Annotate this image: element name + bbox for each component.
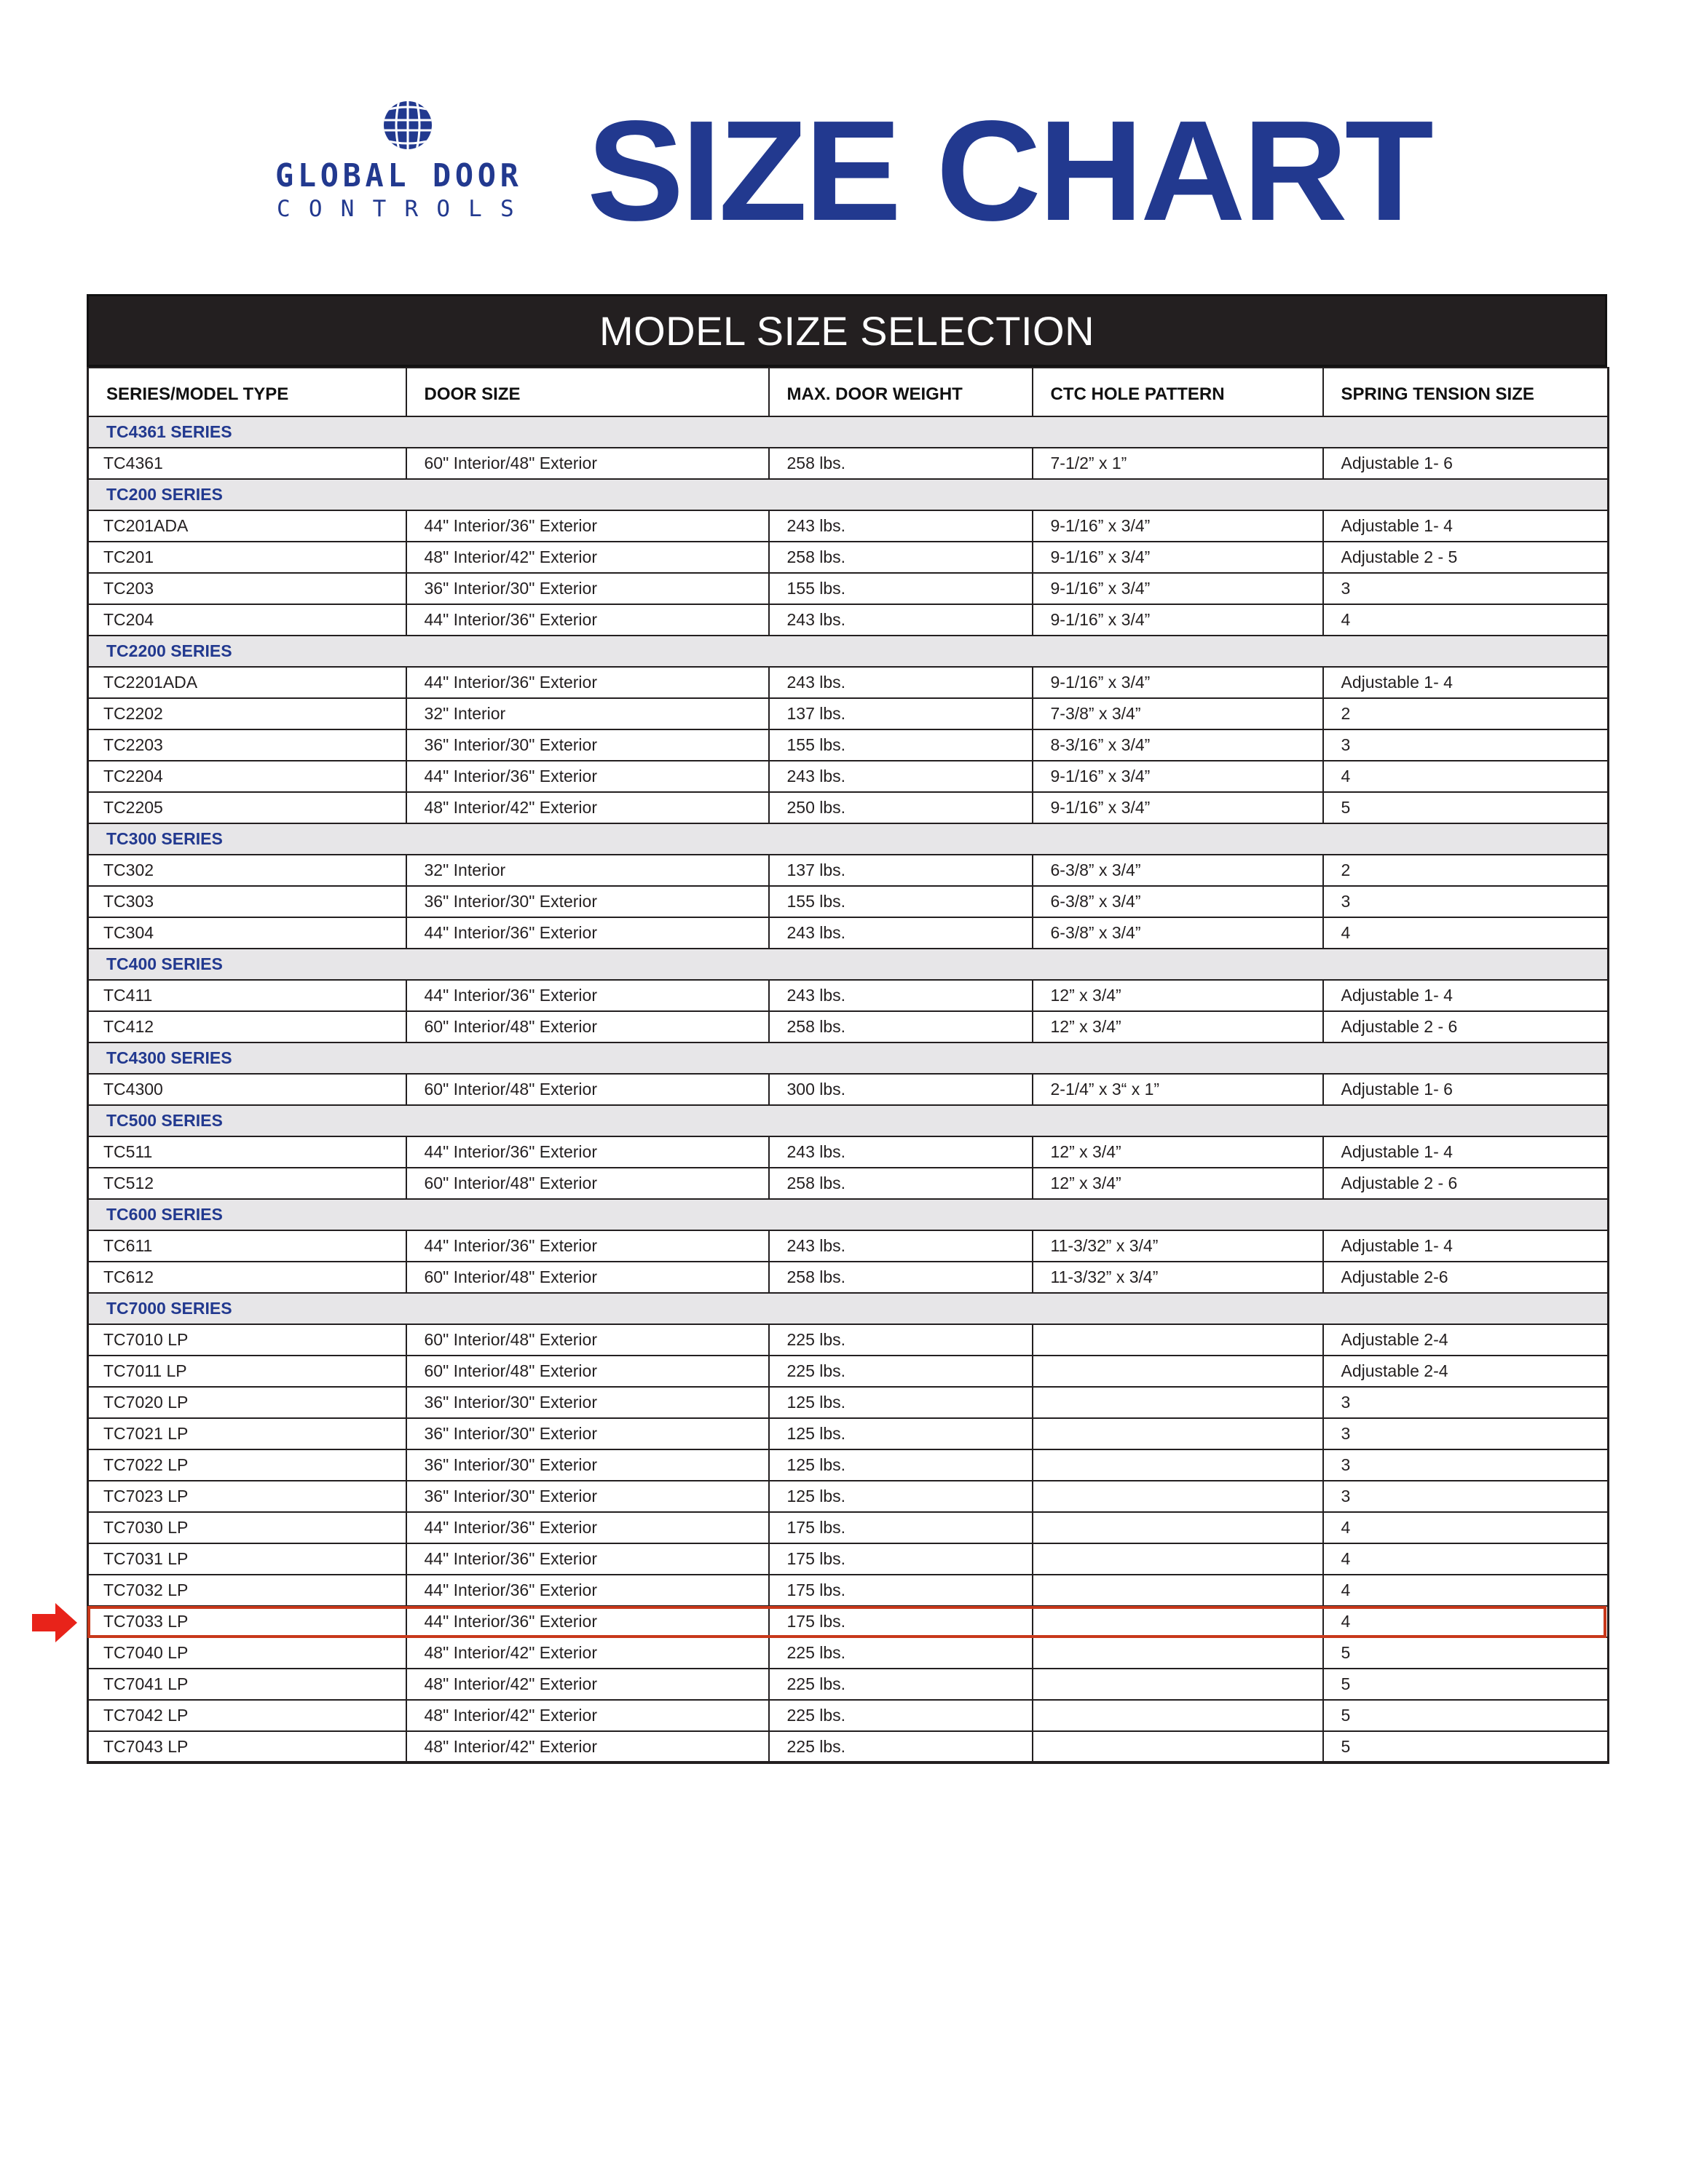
cell-ctc-hole-pattern: 6-3/8” x 3/4”: [1033, 855, 1323, 886]
cell-model: TC2202: [88, 698, 406, 729]
cell-ctc-hole-pattern: [1033, 1481, 1323, 1512]
table-row: [88, 761, 1609, 792]
cell-spring-tension: 2: [1323, 855, 1609, 886]
table-row: [88, 1575, 1609, 1606]
cell-door-size: 44" Interior/36" Exterior: [406, 1230, 769, 1262]
cell-spring-tension: Adjustable 1- 4: [1323, 510, 1609, 542]
cell-spring-tension: 4: [1323, 1606, 1609, 1637]
cell-door-size: 36" Interior/30" Exterior: [406, 573, 769, 604]
cell-ctc-hole-pattern: 8-3/16” x 3/4”: [1033, 729, 1323, 761]
cell-max-weight: 175 lbs.: [769, 1606, 1033, 1637]
series-name: TC7000 SERIES: [88, 1293, 1609, 1324]
cell-ctc-hole-pattern: [1033, 1387, 1323, 1418]
cell-spring-tension: 3: [1323, 729, 1609, 761]
cell-model: TC7033 LP: [88, 1606, 406, 1637]
cell-spring-tension: Adjustable 2 - 5: [1323, 542, 1609, 573]
model-size-table: [87, 294, 1607, 1764]
table-row: [88, 1324, 1609, 1356]
table-row: [88, 1481, 1609, 1512]
cell-model: TC203: [88, 573, 406, 604]
table-row: [88, 448, 1609, 479]
cell-max-weight: 243 lbs.: [769, 1136, 1033, 1168]
cell-model: TC611: [88, 1230, 406, 1262]
cell-spring-tension: 4: [1323, 604, 1609, 636]
cell-model: TC7011 LP: [88, 1356, 406, 1387]
column-header-ctc: CTC HOLE PATTERN: [1033, 368, 1323, 416]
table-row: [88, 1543, 1609, 1575]
cell-ctc-hole-pattern: 9-1/16” x 3/4”: [1033, 792, 1323, 823]
brand-name: GLOBAL DOOR: [275, 157, 523, 194]
cell-ctc-hole-pattern: 11-3/32” x 3/4”: [1033, 1230, 1323, 1262]
cell-model: TC2203: [88, 729, 406, 761]
cell-door-size: 32" Interior: [406, 855, 769, 886]
table-row: [88, 1669, 1609, 1700]
cell-max-weight: 243 lbs.: [769, 917, 1033, 949]
cell-door-size: 48" Interior/42" Exterior: [406, 792, 769, 823]
cell-door-size: 48" Interior/42" Exterior: [406, 1731, 769, 1762]
series-name: TC300 SERIES: [88, 823, 1609, 855]
cell-ctc-hole-pattern: [1033, 1356, 1323, 1387]
cell-door-size: 44" Interior/36" Exterior: [406, 510, 769, 542]
cell-ctc-hole-pattern: 9-1/16” x 3/4”: [1033, 761, 1323, 792]
cell-max-weight: 137 lbs.: [769, 698, 1033, 729]
cell-model: TC7020 LP: [88, 1387, 406, 1418]
cell-spring-tension: Adjustable 1- 6: [1323, 448, 1609, 479]
cell-door-size: 44" Interior/36" Exterior: [406, 917, 769, 949]
table-row: [88, 698, 1609, 729]
cell-max-weight: 225 lbs.: [769, 1637, 1033, 1669]
cell-max-weight: 243 lbs.: [769, 667, 1033, 698]
cell-model: TC7040 LP: [88, 1637, 406, 1669]
cell-spring-tension: Adjustable 1- 6: [1323, 1074, 1609, 1105]
cell-max-weight: 258 lbs.: [769, 448, 1033, 479]
cell-ctc-hole-pattern: 6-3/8” x 3/4”: [1033, 886, 1323, 917]
cell-model: TC4300: [88, 1074, 406, 1105]
cell-max-weight: 225 lbs.: [769, 1324, 1033, 1356]
cell-spring-tension: 5: [1323, 1637, 1609, 1669]
cell-model: TC411: [88, 980, 406, 1011]
cell-door-size: 44" Interior/36" Exterior: [406, 604, 769, 636]
table-row: [88, 667, 1609, 698]
cell-spring-tension: 4: [1323, 761, 1609, 792]
cell-model: TC511: [88, 1136, 406, 1168]
cell-door-size: 44" Interior/36" Exterior: [406, 1606, 769, 1637]
column-header-model: SERIES/MODEL TYPE: [88, 368, 406, 416]
cell-model: TC2201ADA: [88, 667, 406, 698]
size-table: [87, 367, 1609, 1764]
series-name: TC4361 SERIES: [88, 416, 1609, 448]
company-logo: [275, 100, 537, 224]
cell-door-size: 44" Interior/36" Exterior: [406, 667, 769, 698]
cell-door-size: 36" Interior/30" Exterior: [406, 1418, 769, 1449]
cell-max-weight: 258 lbs.: [769, 1168, 1033, 1199]
table-row: [88, 886, 1609, 917]
table-banner: MODEL SIZE SELECTION: [87, 294, 1607, 367]
cell-max-weight: 137 lbs.: [769, 855, 1033, 886]
table-row: [88, 573, 1609, 604]
table-row: [88, 1606, 1609, 1637]
series-row: [88, 949, 1609, 980]
cell-door-size: 60" Interior/48" Exterior: [406, 1074, 769, 1105]
table-row: [88, 1136, 1609, 1168]
series-name: TC600 SERIES: [88, 1199, 1609, 1230]
cell-door-size: 60" Interior/48" Exterior: [406, 1356, 769, 1387]
cell-max-weight: 175 lbs.: [769, 1512, 1033, 1543]
cell-door-size: 60" Interior/48" Exterior: [406, 1011, 769, 1042]
series-row: [88, 1199, 1609, 1230]
cell-spring-tension: 2: [1323, 698, 1609, 729]
series-row: [88, 1042, 1609, 1074]
cell-door-size: 48" Interior/42" Exterior: [406, 1700, 769, 1731]
cell-max-weight: 155 lbs.: [769, 573, 1033, 604]
cell-spring-tension: Adjustable 1- 4: [1323, 667, 1609, 698]
cell-max-weight: 243 lbs.: [769, 761, 1033, 792]
cell-model: TC303: [88, 886, 406, 917]
cell-spring-tension: Adjustable 2-6: [1323, 1262, 1609, 1293]
cell-max-weight: 175 lbs.: [769, 1575, 1033, 1606]
cell-spring-tension: 3: [1323, 1481, 1609, 1512]
cell-model: TC7041 LP: [88, 1669, 406, 1700]
cell-ctc-hole-pattern: [1033, 1449, 1323, 1481]
cell-model: TC512: [88, 1168, 406, 1199]
cell-model: TC201: [88, 542, 406, 573]
cell-ctc-hole-pattern: [1033, 1731, 1323, 1762]
cell-door-size: 32" Interior: [406, 698, 769, 729]
cell-ctc-hole-pattern: 12” x 3/4”: [1033, 1168, 1323, 1199]
cell-model: TC7022 LP: [88, 1449, 406, 1481]
cell-max-weight: 258 lbs.: [769, 1262, 1033, 1293]
table-row: [88, 1637, 1609, 1669]
page-title: SIZE CHART: [587, 91, 1431, 250]
column-header-max-weight: MAX. DOOR WEIGHT: [769, 368, 1033, 416]
table-row: [88, 1356, 1609, 1387]
series-name: TC200 SERIES: [88, 479, 1609, 510]
cell-door-size: 60" Interior/48" Exterior: [406, 1324, 769, 1356]
table-row: [88, 510, 1609, 542]
table-row: [88, 1230, 1609, 1262]
cell-ctc-hole-pattern: 9-1/16” x 3/4”: [1033, 604, 1323, 636]
cell-model: TC2205: [88, 792, 406, 823]
cell-model: TC201ADA: [88, 510, 406, 542]
cell-ctc-hole-pattern: [1033, 1512, 1323, 1543]
cell-model: TC612: [88, 1262, 406, 1293]
cell-door-size: 44" Interior/36" Exterior: [406, 1512, 769, 1543]
cell-ctc-hole-pattern: [1033, 1669, 1323, 1700]
cell-ctc-hole-pattern: 12” x 3/4”: [1033, 1011, 1323, 1042]
cell-model: TC302: [88, 855, 406, 886]
column-header-spring: SPRING TENSION SIZE: [1323, 368, 1609, 416]
cell-max-weight: 243 lbs.: [769, 980, 1033, 1011]
globe-icon: [383, 100, 433, 150]
cell-max-weight: 225 lbs.: [769, 1731, 1033, 1762]
cell-door-size: 48" Interior/42" Exterior: [406, 1669, 769, 1700]
table-row: [88, 917, 1609, 949]
table-row: [88, 855, 1609, 886]
cell-door-size: 36" Interior/30" Exterior: [406, 1449, 769, 1481]
table-row: [88, 1168, 1609, 1199]
cell-max-weight: 155 lbs.: [769, 729, 1033, 761]
table-row: [88, 604, 1609, 636]
cell-door-size: 44" Interior/36" Exterior: [406, 761, 769, 792]
cell-ctc-hole-pattern: [1033, 1543, 1323, 1575]
cell-spring-tension: Adjustable 1- 4: [1323, 1136, 1609, 1168]
cell-ctc-hole-pattern: 9-1/16” x 3/4”: [1033, 573, 1323, 604]
table-row: [88, 792, 1609, 823]
cell-max-weight: 225 lbs.: [769, 1356, 1033, 1387]
cell-model: TC7021 LP: [88, 1418, 406, 1449]
cell-max-weight: 250 lbs.: [769, 792, 1033, 823]
cell-spring-tension: 3: [1323, 1449, 1609, 1481]
cell-model: TC7043 LP: [88, 1731, 406, 1762]
cell-model: TC304: [88, 917, 406, 949]
cell-ctc-hole-pattern: 9-1/16” x 3/4”: [1033, 542, 1323, 573]
cell-door-size: 44" Interior/36" Exterior: [406, 1575, 769, 1606]
cell-model: TC204: [88, 604, 406, 636]
cell-ctc-hole-pattern: [1033, 1418, 1323, 1449]
cell-ctc-hole-pattern: [1033, 1700, 1323, 1731]
cell-spring-tension: 5: [1323, 1669, 1609, 1700]
cell-ctc-hole-pattern: [1033, 1575, 1323, 1606]
cell-ctc-hole-pattern: 12” x 3/4”: [1033, 980, 1323, 1011]
cell-max-weight: 125 lbs.: [769, 1481, 1033, 1512]
cell-max-weight: 125 lbs.: [769, 1418, 1033, 1449]
cell-door-size: 44" Interior/36" Exterior: [406, 980, 769, 1011]
series-row: [88, 1293, 1609, 1324]
cell-max-weight: 225 lbs.: [769, 1669, 1033, 1700]
cell-door-size: 60" Interior/48" Exterior: [406, 1262, 769, 1293]
cell-model: TC4361: [88, 448, 406, 479]
series-row: [88, 1105, 1609, 1136]
cell-max-weight: 225 lbs.: [769, 1700, 1033, 1731]
cell-max-weight: 258 lbs.: [769, 1011, 1033, 1042]
cell-model: TC7042 LP: [88, 1700, 406, 1731]
cell-spring-tension: 4: [1323, 1543, 1609, 1575]
cell-door-size: 36" Interior/30" Exterior: [406, 886, 769, 917]
cell-ctc-hole-pattern: 9-1/16” x 3/4”: [1033, 510, 1323, 542]
table-row: [88, 1262, 1609, 1293]
cell-ctc-hole-pattern: 12” x 3/4”: [1033, 1136, 1323, 1168]
column-header-row: [88, 368, 1609, 416]
table-row: [88, 1449, 1609, 1481]
cell-model: TC7032 LP: [88, 1575, 406, 1606]
cell-ctc-hole-pattern: [1033, 1606, 1323, 1637]
cell-spring-tension: 5: [1323, 1700, 1609, 1731]
cell-model: TC7031 LP: [88, 1543, 406, 1575]
cell-ctc-hole-pattern: [1033, 1637, 1323, 1669]
cell-ctc-hole-pattern: 7-1/2” x 1”: [1033, 448, 1323, 479]
cell-max-weight: 155 lbs.: [769, 886, 1033, 917]
series-row: [88, 823, 1609, 855]
cell-model: TC2204: [88, 761, 406, 792]
cell-max-weight: 243 lbs.: [769, 1230, 1033, 1262]
table-row: [88, 1512, 1609, 1543]
series-name: TC400 SERIES: [88, 949, 1609, 980]
cell-max-weight: 243 lbs.: [769, 604, 1033, 636]
cell-door-size: 36" Interior/30" Exterior: [406, 729, 769, 761]
series-name: TC2200 SERIES: [88, 636, 1609, 667]
cell-max-weight: 125 lbs.: [769, 1387, 1033, 1418]
cell-max-weight: 258 lbs.: [769, 542, 1033, 573]
table-row: [88, 1387, 1609, 1418]
cell-spring-tension: 3: [1323, 886, 1609, 917]
cell-model: TC7023 LP: [88, 1481, 406, 1512]
cell-ctc-hole-pattern: 7-3/8” x 3/4”: [1033, 698, 1323, 729]
cell-max-weight: 175 lbs.: [769, 1543, 1033, 1575]
cell-spring-tension: Adjustable 2-4: [1323, 1324, 1609, 1356]
cell-ctc-hole-pattern: 11-3/32” x 3/4”: [1033, 1262, 1323, 1293]
cell-max-weight: 243 lbs.: [769, 510, 1033, 542]
column-header-door-size: DOOR SIZE: [406, 368, 769, 416]
cell-spring-tension: Adjustable 2 - 6: [1323, 1168, 1609, 1199]
cell-door-size: 36" Interior/30" Exterior: [406, 1481, 769, 1512]
cell-spring-tension: 3: [1323, 1418, 1609, 1449]
cell-spring-tension: Adjustable 2-4: [1323, 1356, 1609, 1387]
cell-door-size: 60" Interior/48" Exterior: [406, 448, 769, 479]
table-row: [88, 1011, 1609, 1042]
series-name: TC4300 SERIES: [88, 1042, 1609, 1074]
table-row: [88, 542, 1609, 573]
cell-spring-tension: 3: [1323, 1387, 1609, 1418]
cell-ctc-hole-pattern: 2-1/4” x 3“ x 1”: [1033, 1074, 1323, 1105]
cell-door-size: 44" Interior/36" Exterior: [406, 1136, 769, 1168]
series-row: [88, 479, 1609, 510]
cell-model: TC7030 LP: [88, 1512, 406, 1543]
cell-door-size: 44" Interior/36" Exterior: [406, 1543, 769, 1575]
cell-spring-tension: Adjustable 1- 4: [1323, 980, 1609, 1011]
arrow-right-icon: [32, 1603, 77, 1642]
cell-door-size: 48" Interior/42" Exterior: [406, 542, 769, 573]
cell-spring-tension: 4: [1323, 1512, 1609, 1543]
cell-ctc-hole-pattern: 6-3/8” x 3/4”: [1033, 917, 1323, 949]
table-body: [88, 416, 1609, 1762]
brand-subtitle: CONTROLS: [277, 196, 532, 222]
table-row: [88, 729, 1609, 761]
cell-spring-tension: 4: [1323, 1575, 1609, 1606]
cell-spring-tension: 4: [1323, 917, 1609, 949]
cell-ctc-hole-pattern: 9-1/16” x 3/4”: [1033, 667, 1323, 698]
table-row: [88, 1418, 1609, 1449]
cell-model: TC412: [88, 1011, 406, 1042]
cell-spring-tension: 5: [1323, 792, 1609, 823]
cell-model: TC7010 LP: [88, 1324, 406, 1356]
cell-door-size: 48" Interior/42" Exterior: [406, 1637, 769, 1669]
series-row: [88, 636, 1609, 667]
cell-door-size: 36" Interior/30" Exterior: [406, 1387, 769, 1418]
cell-spring-tension: 3: [1323, 573, 1609, 604]
cell-max-weight: 125 lbs.: [769, 1449, 1033, 1481]
table-row: [88, 1074, 1609, 1105]
table-row: [88, 1731, 1609, 1762]
cell-spring-tension: Adjustable 2 - 6: [1323, 1011, 1609, 1042]
cell-spring-tension: 5: [1323, 1731, 1609, 1762]
cell-ctc-hole-pattern: [1033, 1324, 1323, 1356]
table-row: [88, 1700, 1609, 1731]
cell-door-size: 60" Interior/48" Exterior: [406, 1168, 769, 1199]
cell-max-weight: 300 lbs.: [769, 1074, 1033, 1105]
series-name: TC500 SERIES: [88, 1105, 1609, 1136]
table-row: [88, 980, 1609, 1011]
series-row: [88, 416, 1609, 448]
cell-spring-tension: Adjustable 1- 4: [1323, 1230, 1609, 1262]
